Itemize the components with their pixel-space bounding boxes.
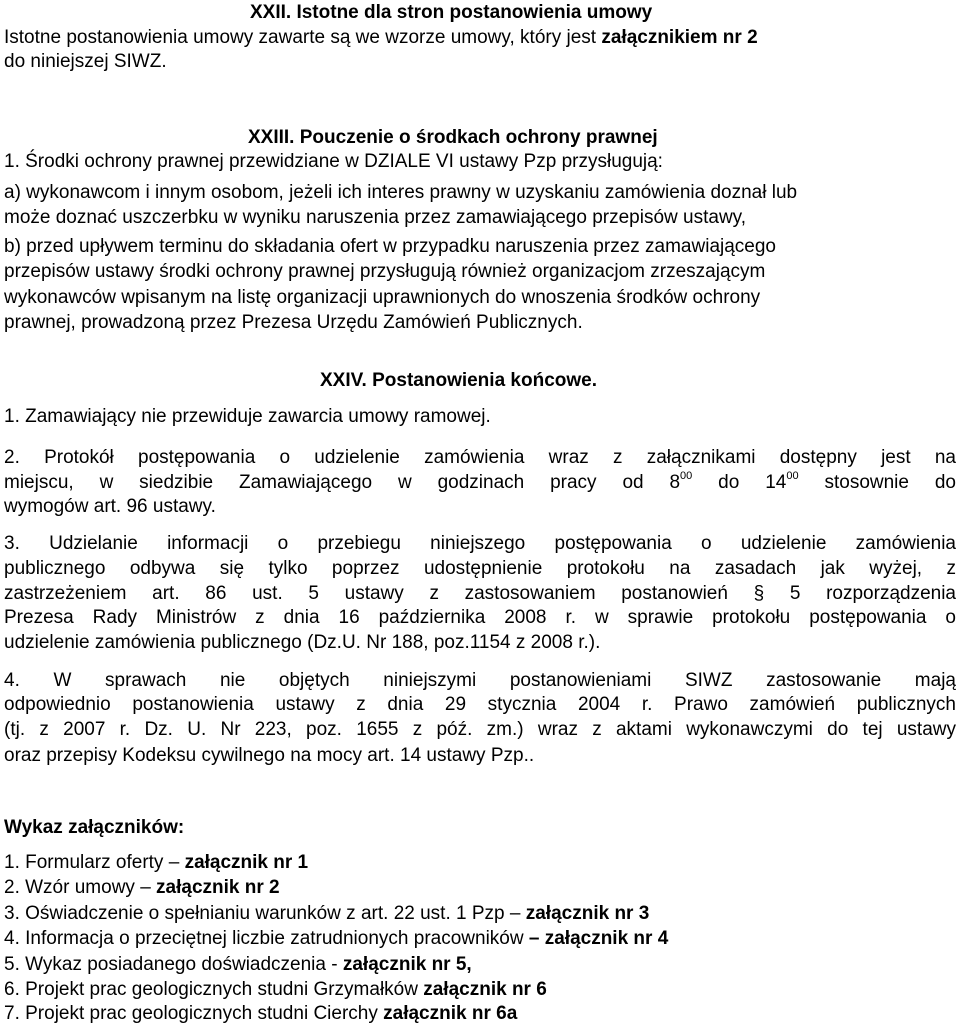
attachment-item: 5. Wykaz posiadanego doświadczenia - załącznik nr 5, [4,954,472,975]
section-23-line: może doznać uszczerbku w wyniku naruszenia przez zamawiającego przepisów ustawy, [4,207,747,228]
paragraph-4-line: (tj. z 2007 r. Dz. U. Nr 223, poz. 1655 z póź. zm.) wraz z aktami wykonawczymi do tej ustawy [4,719,956,740]
section-22-title: XXII. Istotne dla stron postanowienia umowy [250,2,653,23]
section-23-line: 1. Środki ochrony prawnej przewidziane w DZIALE VI ustawy Pzp przysługują: [4,151,663,172]
section-23-line: b) przed upływem terminu do składania ofert w przypadku naruszenia przez zamawiającego [4,236,776,257]
attachment-item: 7. Projekt prac geologicznych studni Cierchy załącznik nr 6a [4,1003,518,1024]
section-24-title: XXIV. Postanowienia końcowe. [320,370,597,391]
paragraph-4-line: 4. W sprawach nie objętych niniejszymi postanowieniami SIWZ zastosowanie mają [4,670,956,691]
paragraph-4-line: odpowiednio postanowienia ustawy z dnia 29 stycznia 2004 r. Prawo zamówień publicznych [4,694,956,715]
section-23-line: wykonawców wpisanym na listę organizacji uprawnionych do wnoszenia środków ochrony [4,287,761,308]
paragraph-2-line: wymogów art. 96 ustawy. [4,496,216,517]
section-23-line: a) wykonawcom i innym osobom, jeżeli ich interes prawny w uzyskaniu zamówienia doznał lub [4,182,798,203]
attachment-item: 3. Oświadczenie o spełnianiu warunków z art. 22 ust. 1 Pzp – załącznik nr 3 [4,903,650,924]
paragraph-3-line: publicznego odbywa się tylko poprzez udostępnienie protokołu na zasadach jak wyżej, z [4,558,956,579]
attachment-item: 4. Informacja o przeciętnej liczbie zatrudnionych pracowników – załącznik nr 4 [4,928,669,949]
paragraph-1: 1. Zamawiający nie przewiduje zawarcia umowy ramowej. [4,406,491,427]
paragraph-3-line: 3. Udzielanie informacji o przebiegu niniejszego postępowania o udzielenie zamówienia [4,533,956,554]
section-23-line: przepisów ustawy środki ochrony prawnej przysługują również organizacjom zrzeszającym [4,261,766,282]
paragraph-2-line: miejscu, w siedzibie Zamawiającego w godzinach pracy od $8^{00}$ do $14^{00}$ stosownie do [4,469,956,493]
paragraph-2-line: 2. Protokół postępowania o udzielenie zamówienia wraz z załącznikami dostępny jest na [4,447,956,468]
attachments-title: Wykaz załączników: [4,817,185,838]
paragraph-4-line: oraz przepisy Kodeksu cywilnego na mocy art. 14 ustawy Pzp.. [4,745,535,766]
paragraph-3-line: zastrzeżeniem art. 86 ust. 5 ustawy z zastosowaniem postanowień § 5 rozporządzenia [4,583,956,604]
section-22-line-2: do niniejszej SIWZ. [4,51,167,72]
section-23-title: XXIII. Pouczenie o środkach ochrony prawnej [248,127,658,148]
attachment-item: 1. Formularz oferty – załącznik nr 1 [4,852,309,873]
section-22-line-1: Istotne postanowienia umowy zawarte są we wzorze umowy, który jest załącznikiem nr 2 [4,27,758,48]
attachment-item: 2. Wzór umowy – załącznik nr 2 [4,877,280,898]
paragraph-3-line: udzielenie zamówienia publicznego (Dz.U. Nr 188, poz.1154 z 2008 r.). [4,632,601,653]
paragraph-3-line: Prezesa Rady Ministrów z dnia 16 października 2008 r. w sprawie protokołu postępowania o [4,607,956,628]
attachment-item: 6. Projekt prac geologicznych studni Grzymałków załącznik nr 6 [4,979,547,1000]
section-23-line: prawnej, prowadzoną przez Prezesa Urzędu Zamówień Publicznych. [4,312,583,333]
